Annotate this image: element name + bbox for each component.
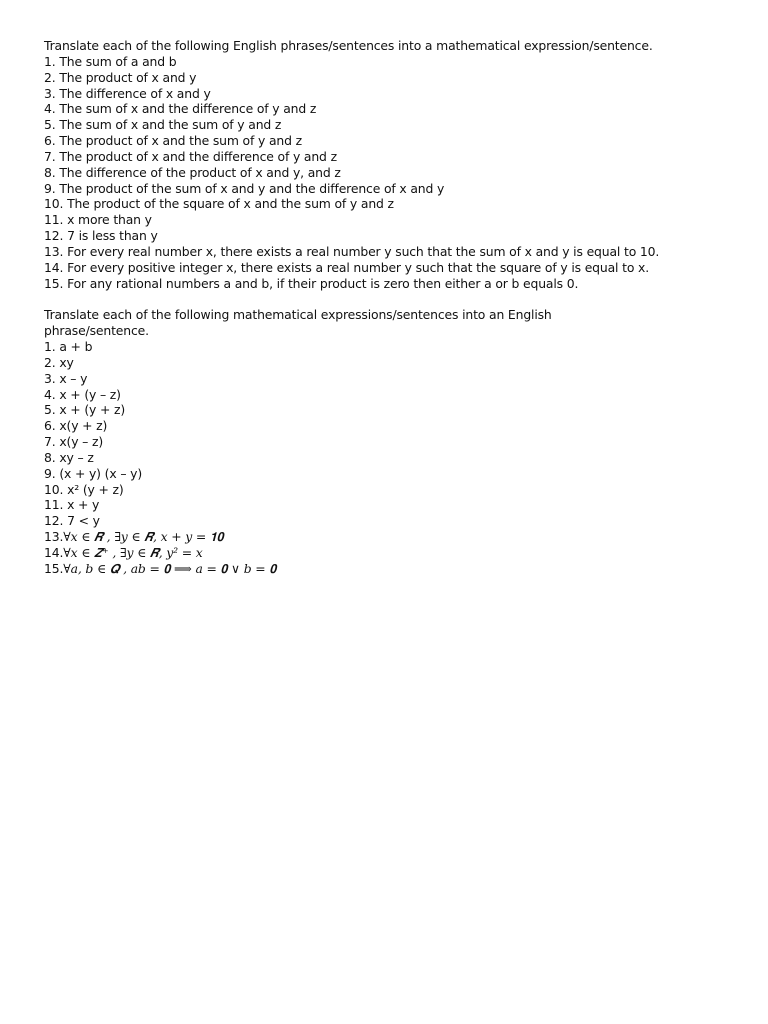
item-number: 8.: [44, 164, 56, 180]
item-number: 10.: [44, 481, 64, 497]
exercise-list: [44, 54, 734, 292]
item-number: 8.: [44, 449, 56, 465]
section-heading: [44, 307, 619, 339]
item-text: For any rational numbers a and b, if their product is zero then either a or b equals 0.: [67, 275, 579, 291]
section-english-to-math: [44, 38, 734, 292]
item-expression: 7 < y: [67, 513, 100, 529]
item-number: 4.: [44, 101, 56, 117]
item-number: 9.: [44, 465, 56, 481]
list-item: [44, 482, 734, 498]
list-item: [44, 387, 734, 403]
item-number: 15.: [44, 560, 64, 576]
item-text: For every positive integer x, there exists a real number y such that the square of y is equal to x.: [67, 259, 650, 275]
item-text: The product of x and the difference of y and z: [59, 148, 337, 164]
list-item: [44, 402, 734, 418]
item-text: 7 is less than y: [67, 228, 158, 244]
list-item: [44, 86, 734, 102]
item-number: 12.: [44, 513, 64, 529]
list-item: [44, 181, 734, 197]
list-item: [44, 339, 734, 355]
item-text: For every real number x, there exists a real number y such that the sum of x and y is equal to 10.: [67, 243, 660, 259]
list-item: [44, 466, 734, 482]
list-item: [44, 450, 734, 466]
exercise-list: [44, 339, 734, 577]
section-heading-line-1: Translate each of the following mathematical expressions/sentences into an English: [44, 307, 552, 323]
item-number: 11.: [44, 212, 64, 228]
section-heading: Translate each of the following English phrases/sentences into a mathematical expression/sentence.: [44, 38, 653, 53]
list-item: [44, 529, 734, 545]
list-item: [44, 165, 734, 181]
item-expression: x(y – z): [59, 434, 104, 450]
item-number: 7.: [44, 148, 56, 164]
item-text: The sum of x and the difference of y and z: [59, 101, 317, 117]
item-number: 4.: [44, 386, 56, 402]
item-expression: x + y: [67, 497, 100, 513]
list-item: [44, 70, 734, 86]
item-number: 1.: [44, 338, 56, 354]
list-item: [44, 513, 734, 529]
item-text: The product of x and y: [59, 69, 197, 85]
list-item: [44, 418, 734, 434]
item-number: 14.: [44, 259, 64, 275]
item-number: 3.: [44, 370, 56, 386]
list-item: [44, 196, 734, 212]
document-page: [44, 38, 734, 577]
section-heading-line-2: phrase/sentence.: [44, 323, 149, 339]
item-number: 15.: [44, 275, 64, 291]
item-number: 2.: [44, 69, 56, 85]
list-item: [44, 260, 734, 276]
math-expression: ∀𝑥 ∈ 𝒁⁺ , ∃𝑦 ∈ 𝑹, 𝑦² = 𝑥: [63, 544, 203, 560]
item-expression: xy – z: [59, 449, 94, 465]
item-number: 6.: [44, 418, 56, 434]
item-number: 5.: [44, 402, 56, 418]
list-item: [44, 117, 734, 133]
item-number: 12.: [44, 228, 64, 244]
item-text: The product of the square of x and the sum of y and z: [67, 196, 394, 212]
item-number: 11.: [44, 497, 64, 513]
item-number: 7.: [44, 434, 56, 450]
item-text: The sum of a and b: [59, 53, 177, 69]
list-item: [44, 355, 734, 371]
list-item: [44, 371, 734, 387]
list-item: [44, 545, 734, 561]
item-number: 9.: [44, 180, 56, 196]
item-expression: a + b: [59, 338, 93, 354]
item-text: The difference of the product of x and y, and z: [59, 164, 341, 180]
item-number: 3.: [44, 85, 56, 101]
section-math-to-english: [44, 307, 734, 576]
item-text: The difference of x and y: [59, 85, 211, 101]
item-number: 13.: [44, 243, 64, 259]
list-item: [44, 228, 734, 244]
list-item: [44, 149, 734, 165]
item-number: 6.: [44, 133, 56, 149]
item-number: 13.: [44, 529, 64, 545]
item-expression: x + (y – z): [59, 386, 121, 402]
item-expression: x(y + z): [59, 418, 108, 434]
item-text: The product of the sum of x and y and the difference of x and y: [59, 180, 445, 196]
item-text: x more than y: [67, 212, 152, 228]
item-number: 5.: [44, 117, 56, 133]
item-text: The product of x and the sum of y and z: [59, 133, 302, 149]
list-item: [44, 497, 734, 513]
list-item: [44, 133, 734, 149]
math-expression: ∀𝑎, 𝑏 ∈ 𝑸 , 𝑎𝑏 = 𝟎 ⟹ 𝑎 = 𝟎 ∨ 𝑏 = 𝟎: [63, 560, 277, 576]
list-item: [44, 434, 734, 450]
item-expression: (x + y) (x – y): [59, 465, 143, 481]
list-item: [44, 54, 734, 70]
list-item: [44, 276, 734, 292]
list-item: [44, 244, 734, 260]
math-expression: ∀𝑥 ∈ 𝑹 , ∃𝑦 ∈ 𝑹, 𝑥 + 𝑦 = 𝟏𝟎: [63, 529, 224, 545]
list-item: [44, 561, 734, 577]
item-expression: x + (y + z): [59, 402, 126, 418]
item-text: The sum of x and the sum of y and z: [59, 117, 282, 133]
item-number: 14.: [44, 544, 64, 560]
list-item: [44, 101, 734, 117]
item-number: 1.: [44, 53, 56, 69]
item-expression: x² (y + z): [67, 481, 124, 497]
list-item: [44, 212, 734, 228]
item-expression: xy: [59, 354, 74, 370]
item-expression: x – y: [59, 370, 88, 386]
item-number: 2.: [44, 354, 56, 370]
item-number: 10.: [44, 196, 64, 212]
